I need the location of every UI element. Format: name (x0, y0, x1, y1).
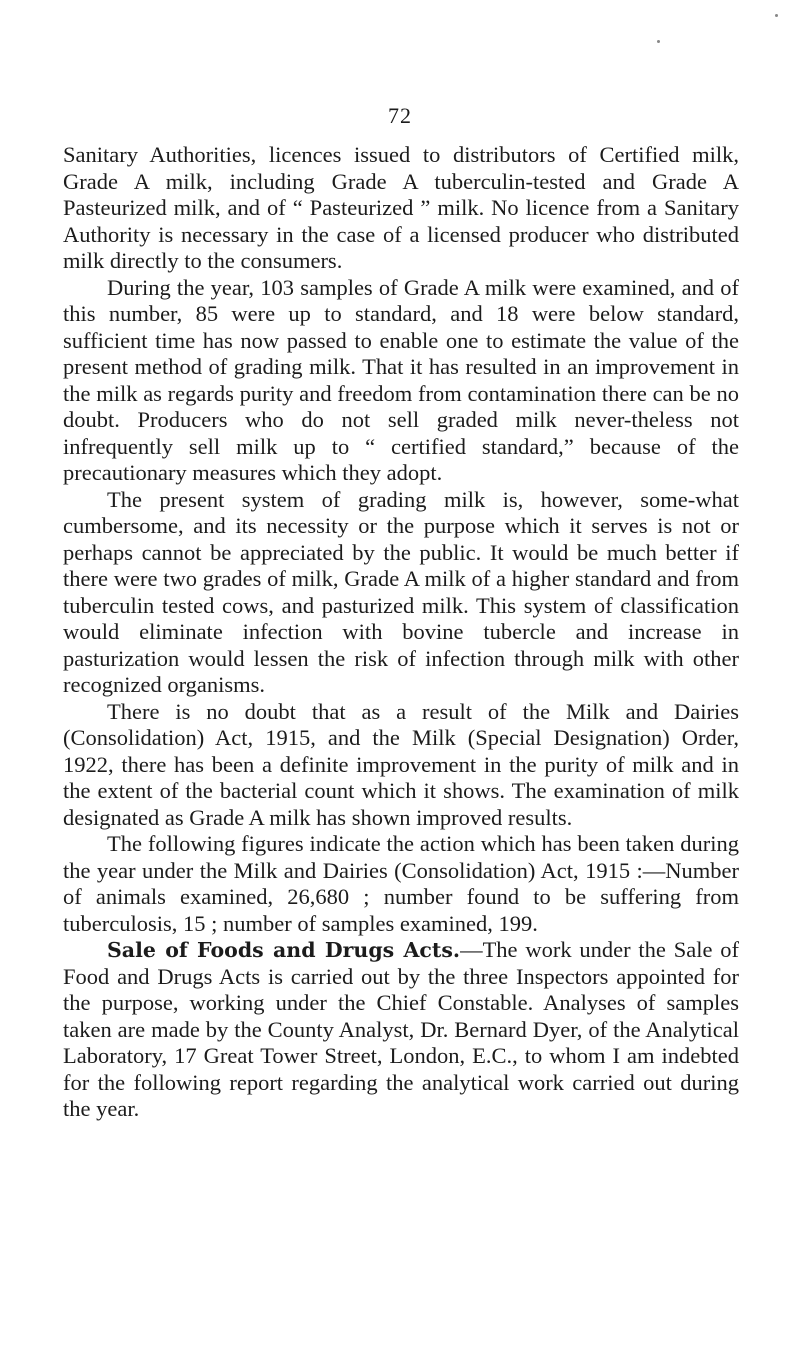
scan-speck (657, 40, 660, 43)
paragraph-milk-dairies-act: There is no doubt that as a result of the Milk and Dairies (Consolidation) Act, 1915, and the Milk (Special Designation) Order, 1922, there has been a definite improvement in the purity of milk and in the extent of the bacterial count which it shows. The examination of milk designated as Grade A milk has shown improved results. (63, 698, 739, 830)
paragraph-figures: The following figures indicate the action which has been taken during the year under the Milk and Dairies (Consolidation) Act, 1915 :—Number of animals examined, 26,680 ; number found to be suffering from tuberculosis, 15 ; number of samples examined, 199. (63, 831, 739, 936)
scan-speck (775, 14, 778, 17)
section-text: —The work under the Sale of Food and Drugs Acts is carried out by the three Inspectors appointed for the purpose, working under the Chief Constable. Analyses of samples taken are made by the County Analyst, Dr. Bernard Dyer, of the Analytical Laboratory, 17 Great Tower Street, London, E.C., to whom I am indebted for the following report regarding the analytical work carried out during the year. (63, 937, 739, 1121)
paragraph-grade-a-samples: During the year, 103 samples of Grade A milk were examined, and of this number, 85 were up to standard, and 18 were below standard, sufficient time has now passed to enable one to estimate the value of the present method of grading milk. That it has resulted in an improvement in the milk as regards purity and freedom from contamination there can be no doubt. Producers who do not sell graded milk never-theless not infrequently sell milk up to “ certified standard,” because of the precautionary measures which they adopt. (63, 274, 739, 485)
paragraph-sale-of-foods (63, 937, 739, 1123)
page-number: 72 (388, 103, 412, 128)
paragraph-grading-system: The present system of grading milk is, however, some-what cumbersome, and its necessity or the purpose which it serves is not or perhaps cannot be appreciated by the public. It would be much better if there were two grades of milk, Grade A milk of a higher standard and from tuberculin tested cows, and pasturized milk. This system of classification would eliminate infection with bovine tubercle and increase in pasturization would lessen the risk of infection through milk with other recognized organisms. (63, 486, 739, 697)
body-text (63, 142, 739, 1123)
paragraph-licences: Sanitary Authorities, licences issued to distributors of Certified milk, Grade A milk, including Grade A tuberculin-tested and Grade A Pasteurized milk, and of “ Pasteurized ” milk. No licence from a Sanitary Authority is necessary in the case of a licensed producer who distributed milk directly to the consumers. (63, 142, 739, 273)
section-heading: Sale of Foods and Drugs Acts. (107, 938, 461, 962)
